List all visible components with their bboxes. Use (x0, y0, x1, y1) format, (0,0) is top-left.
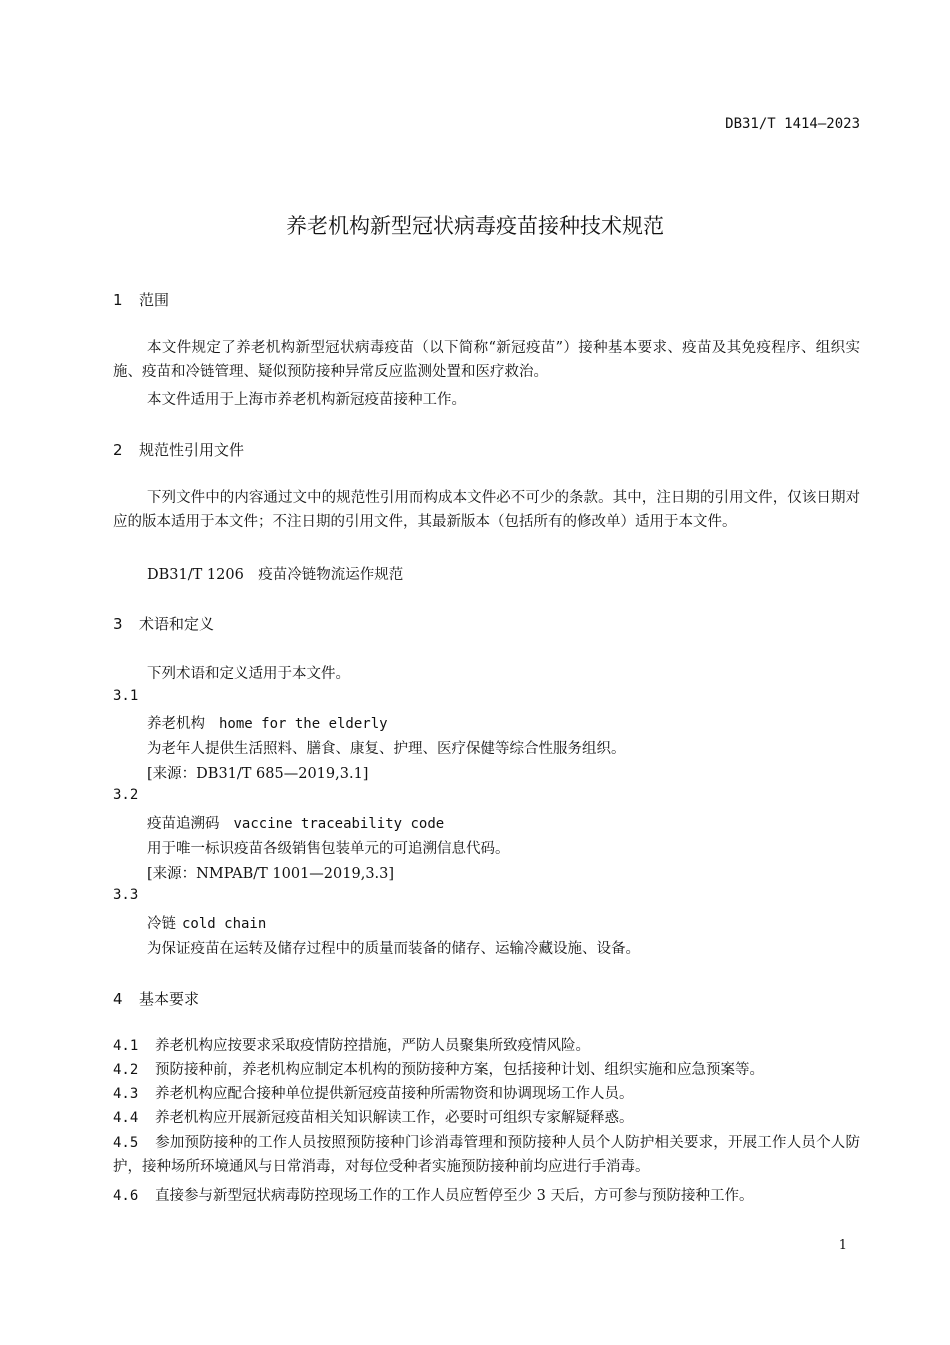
normative-reference: DB31/T 1206 疫苗冷链物流运作规范 (147, 567, 404, 583)
section-1-paragraph-2: 本文件适用于上海市养老机构新冠疫苗接种工作。 (147, 392, 466, 408)
section-3-intro: 下列术语和定义适用于本文件。 (147, 666, 350, 682)
term-source: [来源：DB31/T 685—2019,3.1] (147, 766, 369, 782)
term-chinese: 养老机构 (147, 716, 205, 732)
item-number: 4.4 (113, 1110, 139, 1126)
section-title: 范围 (139, 291, 170, 309)
item-text: 直接参与新型冠状病毒防控现场工作的工作人员应暂停至少 3 天后，方可参与预防接种工作。 (155, 1188, 754, 1204)
section-number: 3 (113, 615, 123, 633)
section-3-heading (113, 613, 214, 634)
term-number: 3.1 (113, 688, 139, 704)
section-4-heading (113, 988, 199, 1009)
section-2-heading (113, 439, 244, 460)
item-text: 养老机构应配合接种单位提供新冠疫苗接种所需物资和协调现场工作人员。 (155, 1086, 634, 1102)
item-number: 4.1 (113, 1038, 139, 1054)
document-title: 养老机构新型冠状病毒疫苗接种技术规范 (286, 214, 664, 238)
requirement-item (113, 1131, 860, 1179)
term-chinese: 疫苗追溯码 (147, 816, 220, 832)
item-number: 4.3 (113, 1086, 139, 1102)
page-number: 1 (838, 1238, 847, 1253)
item-text: 参加预防接种的工作人员按照预防接种门诊消毒管理和预防接种人员个人防护相关要求，开展工作人员个人防护，接种场所环境通风与日常消毒，对每位受种者实施预防接种前均应进行手消毒。 (113, 1135, 860, 1175)
document-code: DB31/T 1414—2023 (725, 116, 860, 132)
item-number: 4.6 (113, 1188, 139, 1204)
term-entry (147, 812, 444, 833)
requirement-item (113, 1106, 860, 1130)
requirement-item (113, 1082, 860, 1106)
requirement-item (113, 1184, 860, 1208)
section-number: 2 (113, 441, 123, 459)
section-2-paragraph: 下列文件中的内容通过文中的规范性引用而构成本文件必不可少的条款。其中，注日期的引用文件，仅该日期对应的版本适用于本文件；不注日期的引用文件，其最新版本（包括所有的修改单）适用于本文件。 (113, 490, 860, 530)
item-text: 预防接种前，养老机构应制定本机构的预防接种方案，包括接种计划、组织实施和应急预案等。 (155, 1062, 764, 1078)
term-number: 3.3 (113, 887, 139, 903)
term-english: home for the elderly (219, 716, 388, 732)
item-number: 4.2 (113, 1062, 139, 1078)
term-entry (147, 912, 266, 933)
term-entry (147, 712, 388, 733)
section-title: 基本要求 (139, 990, 200, 1008)
section-number: 1 (113, 291, 123, 309)
section-1-paragraph-1: 本文件规定了养老机构新型冠状病毒疫苗（以下简称“新冠疫苗”）接种基本要求、疫苗及其免疫程序、组织实施、疫苗和冷链管理、疑似预防接种异常反应监测处置和医疗救治。 (113, 340, 860, 380)
term-source: [来源：NMPAB/T 1001—2019,3.3] (147, 866, 395, 882)
term-english: vaccine traceability code (233, 816, 445, 832)
item-text: 养老机构应按要求采取疫情防控措施，严防人员聚集所致疫情风险。 (155, 1038, 590, 1054)
section-1-heading (113, 289, 169, 310)
section-number: 4 (113, 990, 123, 1008)
term-definition: 为老年人提供生活照料、膳食、康复、护理、医疗保健等综合性服务组织。 (147, 741, 626, 757)
section-title: 术语和定义 (139, 615, 215, 633)
term-chinese: 冷链 (147, 916, 176, 932)
item-number: 4.5 (113, 1135, 139, 1151)
term-english: cold chain (182, 916, 267, 932)
term-definition: 用于唯一标识疫苗各级销售包装单元的可追溯信息代码。 (147, 841, 510, 857)
requirement-item (113, 1034, 860, 1058)
section-title: 规范性引用文件 (139, 441, 245, 459)
requirement-item (113, 1058, 860, 1082)
item-text: 养老机构应开展新冠疫苗相关知识解读工作，必要时可组织专家解疑释惑。 (155, 1110, 634, 1126)
term-number: 3.2 (113, 787, 139, 803)
term-definition: 为保证疫苗在运转及储存过程中的质量而装备的储存、运输冷藏设施、设备。 (147, 941, 640, 957)
